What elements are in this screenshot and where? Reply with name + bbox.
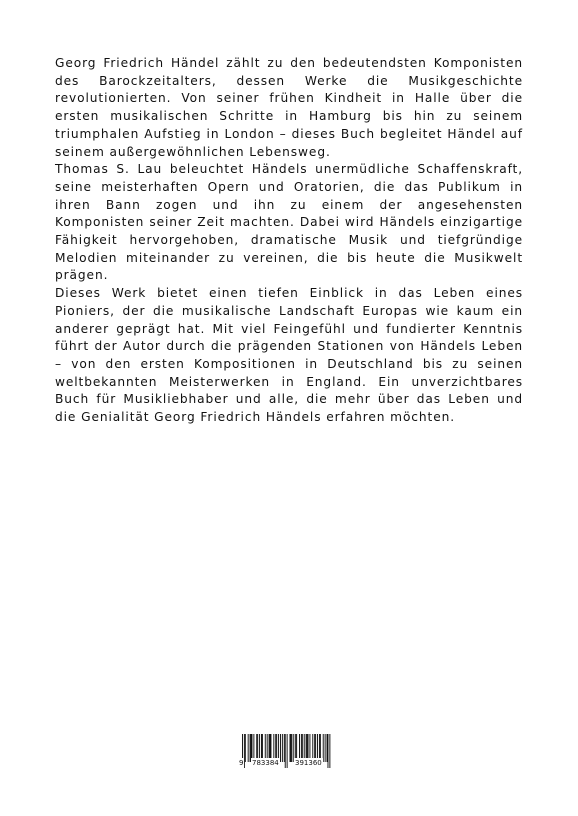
barcode-digits-right: 391360: [295, 759, 322, 767]
isbn-barcode: [238, 734, 334, 770]
back-cover-blurb: [55, 55, 523, 427]
blurb-paragraph-3: Dieses Werk bietet einen tiefen Einblick in das Leben eines Pioniers, der die musikalische Landschaft Europas wie kaum ein anderer geprägt hat. Mit viel Feingefühl und fundierter Kenntnis führt der Autor durch die prägenden Stationen von Händels Leben – von den ersten Kompositionen in Deutschland bis zu seinen weltbekannten Meisterwerken in England. Ein unverzichtbares Buch für Musikliebhaber und alle, die mehr über das Leben und die Genialität Georg Friedrich Händels erfahren möchten.: [55, 286, 523, 425]
blurb-paragraph-1: Georg Friedrich Händel zählt zu den bedeutendsten Komponisten des Barockzeitalters, dessen Werke die Musikgeschichte revolutionierten. Von seiner frühen Kindheit in Halle über die ersten musikalischen Schritte in Hamburg bis hin zu seinem triumphalen Aufstieg in London – dieses Buch begleitet Händel auf seinem außergewöhnlichen Lebensweg.: [55, 56, 523, 159]
barcode-digit-first: 9: [239, 759, 244, 767]
barcode-digits: [238, 758, 334, 769]
blurb-paragraph-2: Thomas S. Lau beleuchtet Händels unermüdliche Schaffenskraft, seine meisterhaften Opern und Oratorien, die das Publikum in ihren Bann zogen und ihn zu einem der angesehensten Komponisten seiner Zeit machten. Dabei wird Händels einzigartige Fähigkeit hervorgehoben, dramatische Musik und tiefgründige Melodien miteinander zu vereinen, die bis heute die Musikwelt prägen.: [55, 162, 523, 283]
barcode-digits-left: 783384: [252, 759, 279, 767]
